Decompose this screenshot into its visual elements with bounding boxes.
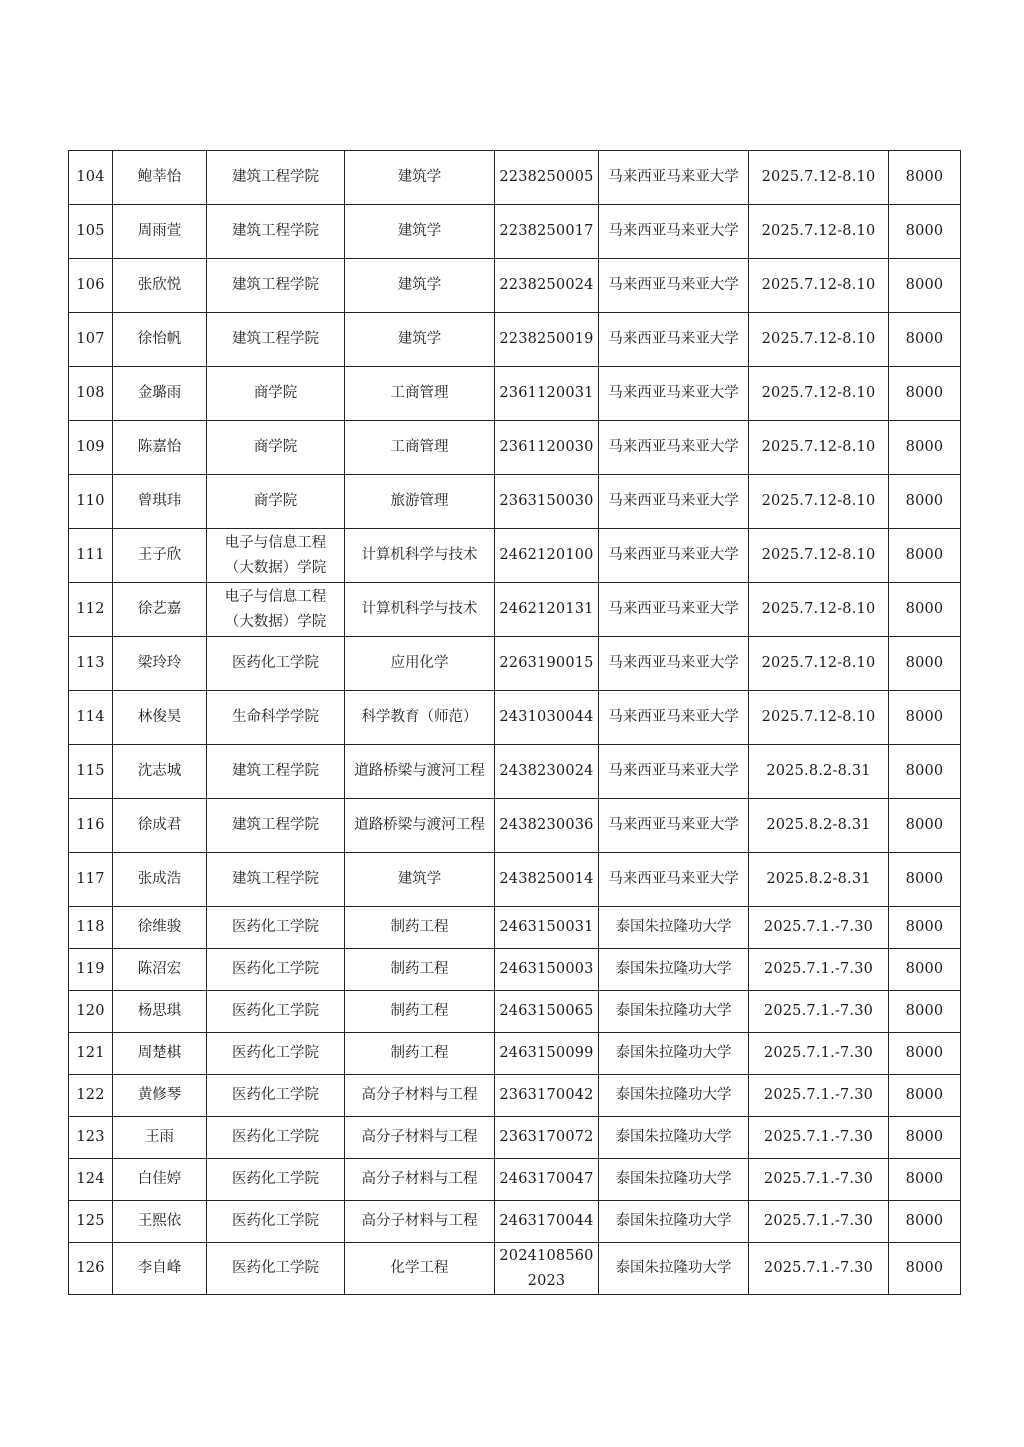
funding-amount-cell: 8000 — [889, 1159, 961, 1201]
host-university-cell: 马来西亚马来亚大学 — [599, 529, 749, 583]
row-number-cell: 119 — [69, 949, 113, 991]
college-name-cell: 建筑工程学院 — [207, 205, 345, 259]
student-name-cell: 张欣悦 — [113, 259, 207, 313]
row-number-cell: 107 — [69, 313, 113, 367]
exchange-period-cell: 2025.7.1.-7.30 — [749, 991, 889, 1033]
exchange-period-cell: 2025.7.12-8.10 — [749, 259, 889, 313]
major-name-cell: 化学工程 — [345, 1243, 495, 1295]
table-row — [69, 853, 961, 907]
college-name-cell: 医药化工学院 — [207, 949, 345, 991]
funding-amount-cell: 8000 — [889, 151, 961, 205]
exchange-period-cell: 2025.7.1.-7.30 — [749, 1117, 889, 1159]
major-name-cell: 建筑学 — [345, 205, 495, 259]
student-name-cell: 王子欣 — [113, 529, 207, 583]
student-id-cell: 2363170072 — [495, 1117, 599, 1159]
row-number-cell: 122 — [69, 1075, 113, 1117]
exchange-period-cell: 2025.7.1.-7.30 — [749, 1033, 889, 1075]
roster-table — [68, 150, 961, 1295]
row-number-cell: 110 — [69, 475, 113, 529]
student-id-cell: 2463150003 — [495, 949, 599, 991]
exchange-period-cell: 2025.7.12-8.10 — [749, 151, 889, 205]
student-name-cell: 周楚棋 — [113, 1033, 207, 1075]
funding-amount-cell: 8000 — [889, 949, 961, 991]
student-name-cell: 徐怡帆 — [113, 313, 207, 367]
row-number-cell: 120 — [69, 991, 113, 1033]
table-row — [69, 529, 961, 583]
funding-amount-cell: 8000 — [889, 853, 961, 907]
student-name-cell: 陈沼宏 — [113, 949, 207, 991]
row-number-cell: 104 — [69, 151, 113, 205]
host-university-cell: 泰国朱拉隆功大学 — [599, 949, 749, 991]
major-name-cell: 旅游管理 — [345, 475, 495, 529]
major-name-cell: 制药工程 — [345, 949, 495, 991]
funding-amount-cell: 8000 — [889, 637, 961, 691]
major-name-cell: 计算机科学与技术 — [345, 529, 495, 583]
student-name-cell: 周雨萱 — [113, 205, 207, 259]
exchange-period-cell: 2025.7.1.-7.30 — [749, 907, 889, 949]
college-name-cell: 医药化工学院 — [207, 637, 345, 691]
table-row — [69, 691, 961, 745]
table-row — [69, 1201, 961, 1243]
table-row — [69, 313, 961, 367]
major-name-cell: 制药工程 — [345, 991, 495, 1033]
college-name-cell: 建筑工程学院 — [207, 853, 345, 907]
funding-amount-cell: 8000 — [889, 475, 961, 529]
funding-amount-cell: 8000 — [889, 1201, 961, 1243]
student-name-cell: 徐艺嘉 — [113, 583, 207, 637]
exchange-period-cell: 2025.8.2-8.31 — [749, 799, 889, 853]
table-row — [69, 907, 961, 949]
student-name-cell: 李自峰 — [113, 1243, 207, 1295]
funding-amount-cell: 8000 — [889, 529, 961, 583]
student-name-cell: 沈志城 — [113, 745, 207, 799]
host-university-cell: 马来西亚马来亚大学 — [599, 259, 749, 313]
table-row — [69, 1117, 961, 1159]
exchange-period-cell: 2025.8.2-8.31 — [749, 853, 889, 907]
student-id-cell: 2438230024 — [495, 745, 599, 799]
table-row — [69, 259, 961, 313]
student-id-cell: 2361120030 — [495, 421, 599, 475]
student-name-cell: 陈嘉怡 — [113, 421, 207, 475]
table-row — [69, 991, 961, 1033]
host-university-cell: 马来西亚马来亚大学 — [599, 637, 749, 691]
funding-amount-cell: 8000 — [889, 1243, 961, 1295]
major-name-cell: 高分子材料与工程 — [345, 1117, 495, 1159]
host-university-cell: 马来西亚马来亚大学 — [599, 799, 749, 853]
student-name-cell: 梁玲玲 — [113, 637, 207, 691]
table-row — [69, 1159, 961, 1201]
host-university-cell: 泰国朱拉隆功大学 — [599, 1201, 749, 1243]
table-row — [69, 151, 961, 205]
row-number-cell: 113 — [69, 637, 113, 691]
student-id-cell: 2463150031 — [495, 907, 599, 949]
student-id-cell: 2238250005 — [495, 151, 599, 205]
funding-amount-cell: 8000 — [889, 1033, 961, 1075]
student-id-cell: 2238250017 — [495, 205, 599, 259]
funding-amount-cell: 8000 — [889, 367, 961, 421]
host-university-cell: 马来西亚马来亚大学 — [599, 421, 749, 475]
host-university-cell: 泰国朱拉隆功大学 — [599, 1243, 749, 1295]
row-number-cell: 123 — [69, 1117, 113, 1159]
exchange-period-cell: 2025.7.1.-7.30 — [749, 1159, 889, 1201]
student-name-cell: 金璐雨 — [113, 367, 207, 421]
funding-amount-cell: 8000 — [889, 259, 961, 313]
exchange-period-cell: 2025.7.12-8.10 — [749, 583, 889, 637]
host-university-cell: 马来西亚马来亚大学 — [599, 691, 749, 745]
table-row — [69, 949, 961, 991]
student-id-cell: 2463150099 — [495, 1033, 599, 1075]
college-name-cell: 医药化工学院 — [207, 907, 345, 949]
funding-amount-cell: 8000 — [889, 907, 961, 949]
student-name-cell: 曾琪玮 — [113, 475, 207, 529]
student-name-cell: 白佳婷 — [113, 1159, 207, 1201]
funding-amount-cell: 8000 — [889, 421, 961, 475]
table-row — [69, 1033, 961, 1075]
college-name-cell: 医药化工学院 — [207, 1117, 345, 1159]
college-name-cell: 生命科学学院 — [207, 691, 345, 745]
college-name-cell: 医药化工学院 — [207, 991, 345, 1033]
college-name-cell: 商学院 — [207, 421, 345, 475]
exchange-period-cell: 2025.7.1.-7.30 — [749, 1075, 889, 1117]
funding-amount-cell: 8000 — [889, 1075, 961, 1117]
funding-amount-cell: 8000 — [889, 745, 961, 799]
table-row — [69, 475, 961, 529]
college-name-cell: 商学院 — [207, 367, 345, 421]
exchange-period-cell: 2025.7.1.-7.30 — [749, 949, 889, 991]
exchange-period-cell: 2025.7.12-8.10 — [749, 637, 889, 691]
major-name-cell: 建筑学 — [345, 853, 495, 907]
college-name-cell: 医药化工学院 — [207, 1033, 345, 1075]
table-row — [69, 421, 961, 475]
major-name-cell: 高分子材料与工程 — [345, 1075, 495, 1117]
student-id-cell: 2263190015 — [495, 637, 599, 691]
row-number-cell: 105 — [69, 205, 113, 259]
funding-amount-cell: 8000 — [889, 799, 961, 853]
funding-amount-cell: 8000 — [889, 1117, 961, 1159]
host-university-cell: 马来西亚马来亚大学 — [599, 853, 749, 907]
host-university-cell: 马来西亚马来亚大学 — [599, 205, 749, 259]
funding-amount-cell: 8000 — [889, 991, 961, 1033]
funding-amount-cell: 8000 — [889, 583, 961, 637]
student-name-cell: 徐维骏 — [113, 907, 207, 949]
student-id-cell: 2463150065 — [495, 991, 599, 1033]
host-university-cell: 马来西亚马来亚大学 — [599, 583, 749, 637]
exchange-period-cell: 2025.7.12-8.10 — [749, 529, 889, 583]
student-id-cell: 2238250019 — [495, 313, 599, 367]
table-row — [69, 205, 961, 259]
college-name-cell: 建筑工程学院 — [207, 799, 345, 853]
student-name-cell: 林俊昊 — [113, 691, 207, 745]
exchange-period-cell: 2025.7.12-8.10 — [749, 367, 889, 421]
college-name-cell: 医药化工学院 — [207, 1075, 345, 1117]
student-id-cell: 2462120131 — [495, 583, 599, 637]
row-number-cell: 126 — [69, 1243, 113, 1295]
host-university-cell: 泰国朱拉隆功大学 — [599, 991, 749, 1033]
exchange-period-cell: 2025.7.12-8.10 — [749, 205, 889, 259]
student-id-cell: 20241085602023 — [495, 1243, 599, 1295]
exchange-period-cell: 2025.8.2-8.31 — [749, 745, 889, 799]
college-name-cell: 建筑工程学院 — [207, 259, 345, 313]
student-id-cell: 2238250024 — [495, 259, 599, 313]
major-name-cell: 道路桥梁与渡河工程 — [345, 799, 495, 853]
major-name-cell: 工商管理 — [345, 421, 495, 475]
college-name-cell: 建筑工程学院 — [207, 745, 345, 799]
student-id-cell: 2361120031 — [495, 367, 599, 421]
student-id-cell: 2363170042 — [495, 1075, 599, 1117]
student-id-cell: 2463170047 — [495, 1159, 599, 1201]
college-name-cell: 建筑工程学院 — [207, 151, 345, 205]
college-name-cell: 医药化工学院 — [207, 1201, 345, 1243]
student-name-cell: 黄修琴 — [113, 1075, 207, 1117]
college-name-cell: 电子与信息工程（大数据）学院 — [207, 529, 345, 583]
college-name-cell: 商学院 — [207, 475, 345, 529]
major-name-cell: 计算机科学与技术 — [345, 583, 495, 637]
row-number-cell: 116 — [69, 799, 113, 853]
table-row — [69, 745, 961, 799]
major-name-cell: 道路桥梁与渡河工程 — [345, 745, 495, 799]
student-name-cell: 徐成君 — [113, 799, 207, 853]
college-name-cell: 医药化工学院 — [207, 1159, 345, 1201]
host-university-cell: 马来西亚马来亚大学 — [599, 475, 749, 529]
funding-amount-cell: 8000 — [889, 205, 961, 259]
exchange-period-cell: 2025.7.12-8.10 — [749, 313, 889, 367]
host-university-cell: 马来西亚马来亚大学 — [599, 367, 749, 421]
student-id-cell: 2363150030 — [495, 475, 599, 529]
host-university-cell: 泰国朱拉隆功大学 — [599, 907, 749, 949]
host-university-cell: 马来西亚马来亚大学 — [599, 151, 749, 205]
college-name-cell: 电子与信息工程（大数据）学院 — [207, 583, 345, 637]
exchange-period-cell: 2025.7.1.-7.30 — [749, 1243, 889, 1295]
student-id-cell: 2462120100 — [495, 529, 599, 583]
host-university-cell: 泰国朱拉隆功大学 — [599, 1075, 749, 1117]
row-number-cell: 112 — [69, 583, 113, 637]
major-name-cell: 建筑学 — [345, 313, 495, 367]
major-name-cell: 制药工程 — [345, 907, 495, 949]
host-university-cell: 泰国朱拉隆功大学 — [599, 1033, 749, 1075]
table-row — [69, 1243, 961, 1295]
student-name-cell: 王雨 — [113, 1117, 207, 1159]
major-name-cell: 制药工程 — [345, 1033, 495, 1075]
exchange-period-cell: 2025.7.12-8.10 — [749, 475, 889, 529]
row-number-cell: 111 — [69, 529, 113, 583]
host-university-cell: 马来西亚马来亚大学 — [599, 745, 749, 799]
row-number-cell: 117 — [69, 853, 113, 907]
major-name-cell: 应用化学 — [345, 637, 495, 691]
row-number-cell: 109 — [69, 421, 113, 475]
major-name-cell: 工商管理 — [345, 367, 495, 421]
funding-amount-cell: 8000 — [889, 691, 961, 745]
funding-amount-cell: 8000 — [889, 313, 961, 367]
college-name-cell: 建筑工程学院 — [207, 313, 345, 367]
major-name-cell: 建筑学 — [345, 259, 495, 313]
row-number-cell: 121 — [69, 1033, 113, 1075]
exchange-period-cell: 2025.7.12-8.10 — [749, 421, 889, 475]
student-name-cell: 鲍莘怡 — [113, 151, 207, 205]
student-id-cell: 2438230036 — [495, 799, 599, 853]
row-number-cell: 124 — [69, 1159, 113, 1201]
student-name-cell: 王熙依 — [113, 1201, 207, 1243]
table-row — [69, 799, 961, 853]
major-name-cell: 高分子材料与工程 — [345, 1159, 495, 1201]
roster-body — [69, 151, 961, 1295]
student-id-cell: 2463170044 — [495, 1201, 599, 1243]
student-id-cell: 2438250014 — [495, 853, 599, 907]
row-number-cell: 115 — [69, 745, 113, 799]
table-row — [69, 1075, 961, 1117]
exchange-period-cell: 2025.7.12-8.10 — [749, 691, 889, 745]
exchange-period-cell: 2025.7.1.-7.30 — [749, 1201, 889, 1243]
college-name-cell: 医药化工学院 — [207, 1243, 345, 1295]
table-row — [69, 637, 961, 691]
table-row — [69, 583, 961, 637]
student-name-cell: 张成浩 — [113, 853, 207, 907]
row-number-cell: 125 — [69, 1201, 113, 1243]
student-name-cell: 杨思琪 — [113, 991, 207, 1033]
row-number-cell: 108 — [69, 367, 113, 421]
row-number-cell: 106 — [69, 259, 113, 313]
major-name-cell: 高分子材料与工程 — [345, 1201, 495, 1243]
major-name-cell: 建筑学 — [345, 151, 495, 205]
host-university-cell: 马来西亚马来亚大学 — [599, 313, 749, 367]
major-name-cell: 科学教育（师范） — [345, 691, 495, 745]
row-number-cell: 114 — [69, 691, 113, 745]
student-id-cell: 2431030044 — [495, 691, 599, 745]
table-row — [69, 367, 961, 421]
row-number-cell: 118 — [69, 907, 113, 949]
host-university-cell: 泰国朱拉隆功大学 — [599, 1117, 749, 1159]
host-university-cell: 泰国朱拉隆功大学 — [599, 1159, 749, 1201]
